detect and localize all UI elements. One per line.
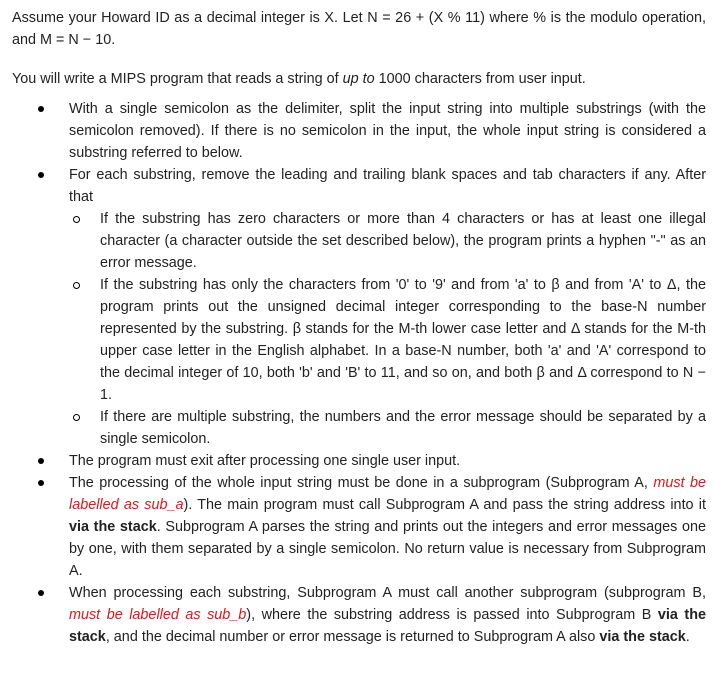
list-item-subprogram-b xyxy=(12,582,706,648)
subprogram-a-text-3: . Subprogram A parses the string and prints out the integers and error messages one by one, with them separated by a single semicolon. No return value is necessary from Subprogram A. xyxy=(69,519,706,579)
bullet-icon xyxy=(38,590,44,596)
sub-item-base-n xyxy=(69,274,706,406)
via-stack-emphasis: via the stack xyxy=(69,519,157,535)
sub-item-error xyxy=(69,208,706,274)
intro-task-text-2: 1000 characters from user input. xyxy=(374,71,586,87)
hollow-bullet-icon xyxy=(73,414,80,421)
exit-text: The program must exit after processing one single user input. xyxy=(69,453,461,469)
trim-text: For each substring, remove the leading and trailing blank spaces and tab characters if any. After that xyxy=(69,167,706,205)
intro-task-emphasis: up to xyxy=(342,71,375,87)
list-item-subprogram-a xyxy=(12,472,706,582)
requirements-list xyxy=(12,98,706,648)
subprogram-b-text-2: ), where the substring address is passed into Subprogram B xyxy=(246,607,658,623)
intro-task-text-1: You will write a MIPS program that reads a string of xyxy=(12,71,343,87)
list-item-exit xyxy=(12,450,706,472)
list-item-trim xyxy=(12,164,706,450)
sub-item-separator xyxy=(69,406,706,450)
subprogram-a-text-2: ). The main program must call Subprogram A and pass the string address into it xyxy=(183,497,706,513)
bullet-icon xyxy=(38,458,44,464)
list-item-split xyxy=(12,98,706,164)
subprogram-a-text-1: The processing of the whole input string must be done in a subprogram (Subprogram A, xyxy=(69,475,654,491)
intro-definition xyxy=(12,7,706,51)
subprogram-b-text-1: When processing each substring, Subprogram A must call another subprogram (subprogram B, xyxy=(69,585,706,601)
intro-task xyxy=(12,68,706,90)
bullet-icon xyxy=(38,106,44,112)
subprogram-b-text-3: , and the decimal number or error message is returned to Subprogram A also xyxy=(105,629,600,645)
via-stack-emphasis: via the stack xyxy=(599,629,686,645)
split-text: With a single semicolon as the delimiter, split the input string into multiple substrings (with the semicolon removed). If there is no semicolon in the input, the whole input string is considered a substring referred to below. xyxy=(69,101,706,161)
bullet-icon xyxy=(38,172,44,178)
sub-a-label-requirement: must be labelled as sub_a xyxy=(69,475,706,513)
hollow-bullet-icon xyxy=(73,216,80,223)
subprogram-b-text-4: . xyxy=(685,629,690,645)
hollow-bullet-icon xyxy=(73,282,80,289)
sub-requirements-list xyxy=(69,208,706,450)
via-stack-emphasis: via the stack xyxy=(69,607,706,645)
base-n-rule-text: If the substring has only the characters from '0' to '9' and from 'a' to β and from 'A' to Δ, the program prints out the unsigned decimal integer corresponding to the base-N number represented by the substring. β stands for the M-th lower case letter and Δ stands for the M-th upper case letter in the English alphabet. In a base-N number, both 'a' and 'A' correspond to the decimal integer of 10, both 'b' and 'B' to 11, and so on, and both β and Δ correspond to N − 1. xyxy=(100,277,706,403)
sub-b-label-requirement: must be labelled as sub_b xyxy=(69,607,247,623)
intro-definition-text: Assume your Howard ID as a decimal integer is X. Let N = 26 + (X % 11) where % is the modulo operation, and M = N − 10. xyxy=(12,10,706,48)
separator-rule-text: If there are multiple substring, the numbers and the error message should be separated by a single semicolon. xyxy=(100,409,706,447)
error-rule-text: If the substring has zero characters or more than 4 characters or has at least one illegal character (a character outside the set described below), the program prints a hyphen "-" as an error message. xyxy=(100,211,706,271)
bullet-icon xyxy=(38,480,44,486)
